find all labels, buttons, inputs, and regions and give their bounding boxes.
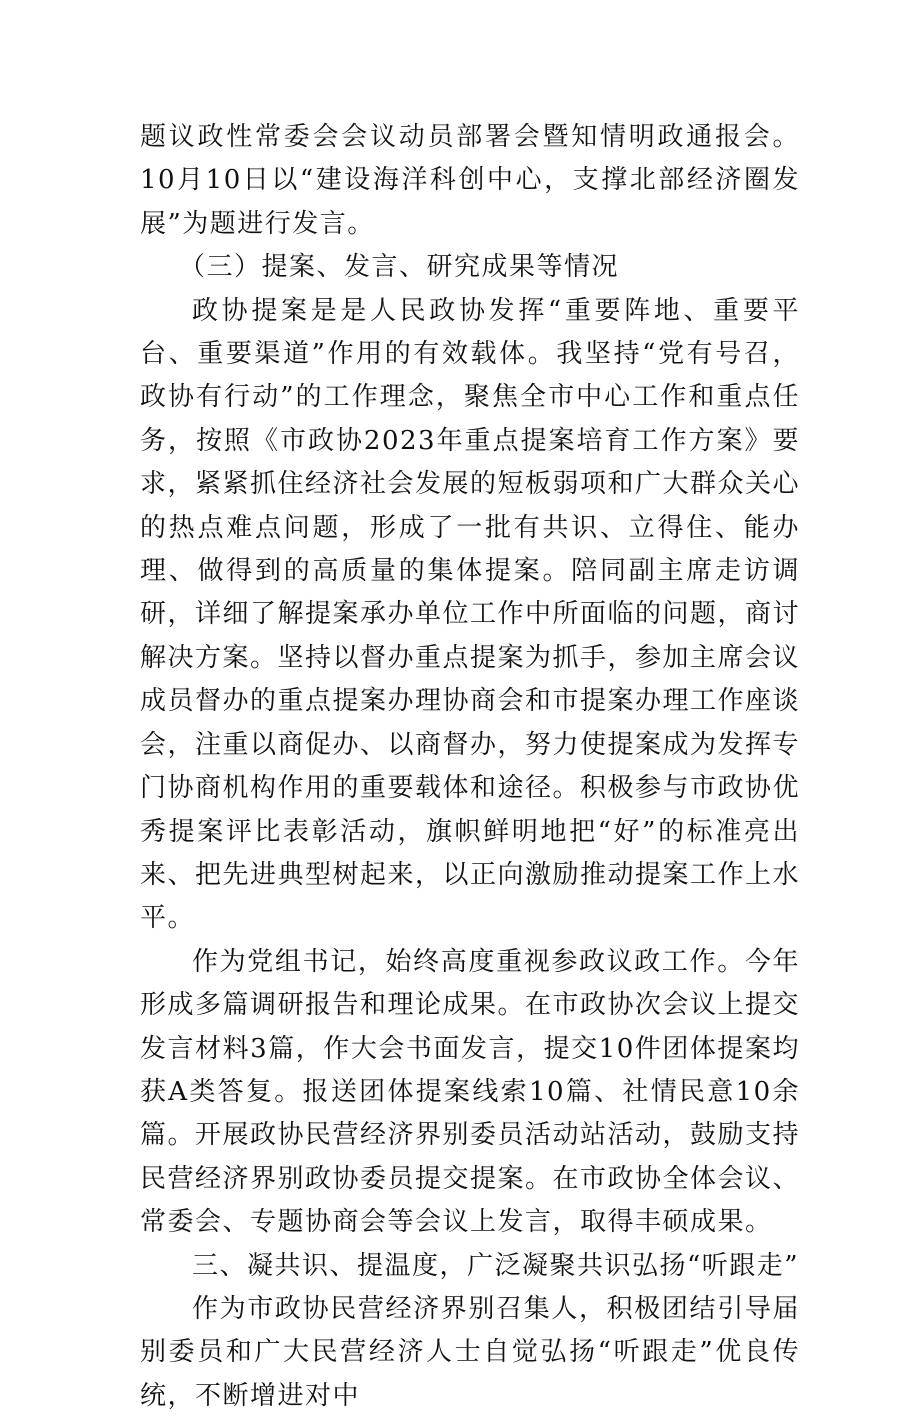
paragraph-proposals: 政协提案是是人民政协发挥“重要阵地、重要平台、重要渠道”作用的有效载体。我坚持“党有号召，政协有行动”的工作理念，聚焦全市中心工作和重点任务，按照《市政协2023年重点提案培育工作方案》要求，紧紧抓住经济社会发展的短板弱项和广大群众关心的热点难点问题，形成了一批有共识、立得住、能办理、做得到的高质量的集体提案。陪同副主席走访调研，详细了解提案承办单位工作中所面临的问题，商讨解决方案。坚持以督办重点提案为抓手，参加主席会议成员督办的重点提案办理协商会和市提案办理工作座谈会，注重以商促办、以商督办，努力使提案成为发挥专门协商机构作用的重要载体和途径。积极参与市政协优秀提案评比表彰活动，旗帜鲜明地把“好”的标准亮出来、把先进典型树起来，以正向激励推动提案工作上水平。 [140,295,801,934]
subheading-proposals-speeches-research: （三）提案、发言、研究成果等情况 [179,252,620,283]
paragraph-convener: 作为市政协民营经济界别召集人，积极团结引导届别委员和广大民营经济人士自觉弘扬“听跟走”优良传统，不断增进对中 [140,1293,800,1411]
document-body [140,116,800,1418]
paragraph-continued: 题议政性常委会会议动员部署会暨知情明政通报会。10月10日以“建设海洋科创中心，支撑北部经济圈发展”为题进行发言。 [140,122,800,239]
section-heading-consensus: 三、凝共识、提温度，广泛凝聚共识弘扬“听跟走” [192,1250,800,1281]
paragraph-party-secretary: 作为党组书记，始终高度重视参政议政工作。今年形成多篇调研报告和理论成果。在市政协次会议上提交发言材料3篇，作大会书面发言，提交10件团体提案均获A类答复。报送团体提案线索10篇、社情民意10余篇。开展政协民营经济界别委员活动站活动，鼓励支持民营经济界别政协委员提交提案。在市政协全体会议、常委会、专题协商会等会议上发言，取得丰硕成果。 [140,946,801,1238]
